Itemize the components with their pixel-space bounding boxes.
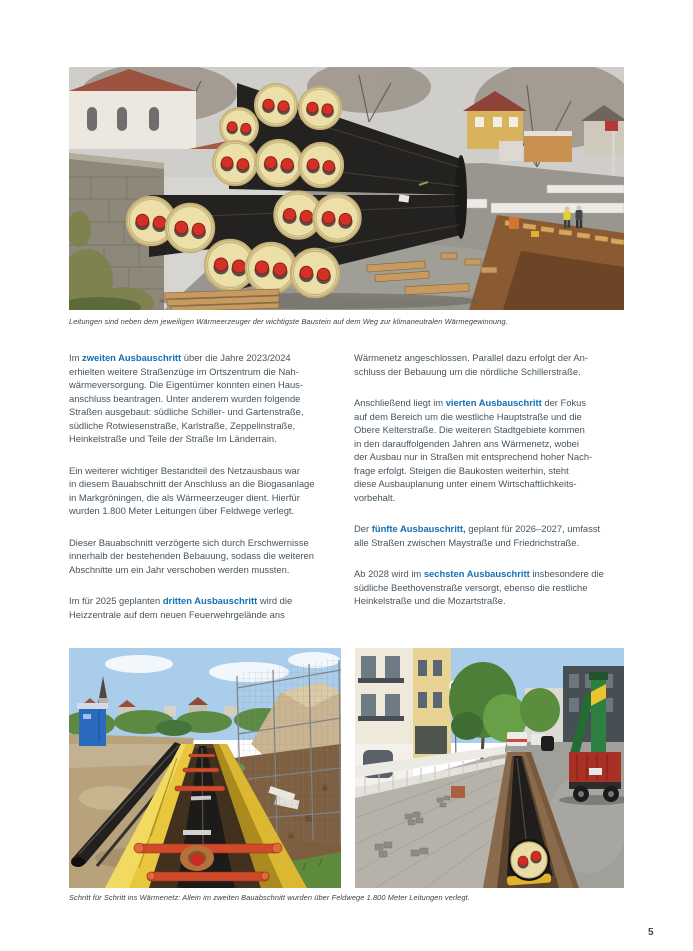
paragraph: Wärmenetz angeschlossen. Parallel dazu erfolgt der An- schluss der Bebauung um die nördliche Schillerstraße. <box>354 352 588 377</box>
photo-bottom-left-illustration <box>69 648 341 888</box>
highlight-phrase: dritten Ausbauschritt <box>162 595 258 606</box>
paragraph: Ein weiterer wichtiger Bestandteil des Netzausbaus war in diesem Bauabschnitt der Anschluss an die Biogasanlage in Markgröningen, die als Wärmeerzeuger dient. Hierfür wurden 1.800 Meter Leitungen über Feldwege verlegt. <box>69 464 315 516</box>
highlight-phrase: zweiten Ausbauschritt <box>82 352 182 363</box>
flange-disc <box>180 845 214 871</box>
photo-top-illustration <box>69 67 624 310</box>
paragraph: Der fünfte Ausbauschritt, geplant für 2026–2027, umfasst alle Straßen zwischen Maystraße und Friedrichstraße. <box>354 523 601 548</box>
highlight-phrase: fünfte Ausbauschritt, <box>371 523 466 534</box>
page-number: 5 <box>648 927 654 938</box>
portable-toilet <box>77 703 108 746</box>
highlight-phrase: sechsten Ausbauschritt <box>423 568 530 579</box>
caption-top: Leitungen sind neben dem jeweiligen Wärmeerzeuger der wichtigste Baustein auf dem Weg zur klimaneutralen Wärmegewinnung. <box>69 317 508 326</box>
paragraph: Ab 2028 wird im sechsten Ausbauschritt insbesondere die südliche Beethovenstraße versorgt, ebenso die restliche Heinkelstraße und die Mozartstraße. <box>354 568 604 606</box>
column-left <box>69 351 339 639</box>
photo-bottom-right-illustration <box>355 648 624 888</box>
column-right <box>354 351 624 639</box>
paragraph: Anschließend liegt im vierten Ausbauschritt der Fokus auf dem Bereich um die westliche Hauptstraße und die Obere Kelterstraße. Die weiteren Stadtgebiete kommen in den darauffolgenden Jahren ans Wärmenetz, wobei der Ausbau nur in Straßen mit entsprechend hoher Nach- frage erfolgt. Steigen die Baukosten weiterhin, steht diese Ausbauplanung unter einem Wirtschaftlichkeits- vorbehalt. <box>354 397 593 503</box>
photo-trench-field <box>69 648 341 888</box>
photo-trench-street <box>355 648 624 888</box>
paragraph: Im für 2025 geplanten dritten Ausbauschritt wird die Heizzentrale auf dem neuen Feuerwehrgelände ans <box>69 595 293 620</box>
photo-pipes-storage <box>69 67 624 310</box>
body-text <box>69 351 624 639</box>
bottom-photos <box>69 648 624 888</box>
paragraph: Im zweiten Ausbauschritt über die Jahre 2023/2024 erhielten weitere Straßenzüge im Ortszentrum die Nah- wärmeversorgung. Die Eigentümer konnten einen Haus- anschluss beantragen. Unter anderem wurden folgende Straßen ausgebaut: südliche Schiller- und Gartenstraße, südliche Rotwiesenstraße, Karlstraße, Zeppelinstraße, Heinkelstraße und Teile der Straße Im Länderrain. <box>69 352 304 444</box>
paragraph: Dieser Bauabschnitt verzögerte sich durch Erschwernisse innerhalb der bestehenden Bebauung, sodass die weiteren Abschnitte um ein Jahr verschoben werden mussten. <box>69 536 314 575</box>
highlight-phrase: vierten Ausbauschritt <box>445 397 542 408</box>
caption-bottom: Schritt für Schritt ins Wärmenetz: Allein im zweiten Bauabschnitt wurden über Feldwege 1.800 Meter Leitungen verlegt. <box>69 893 470 902</box>
